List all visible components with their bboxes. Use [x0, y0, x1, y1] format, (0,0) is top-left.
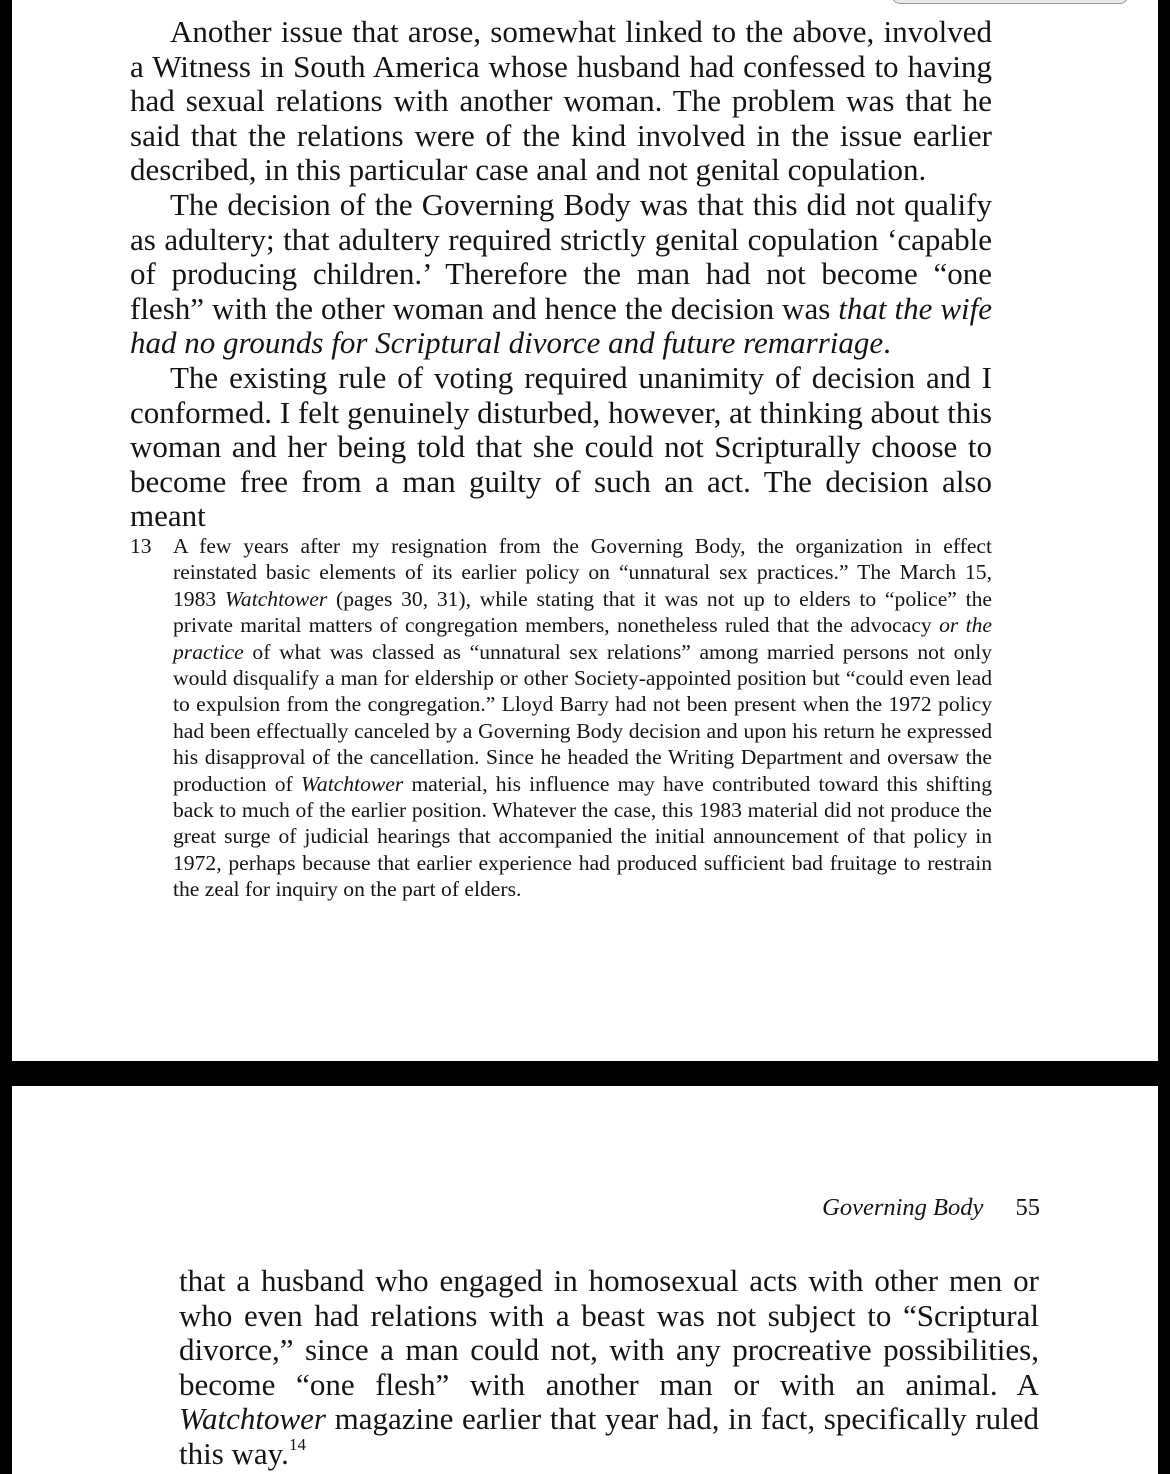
running-head-title: Governing Body — [822, 1194, 984, 1221]
paragraph — [130, 188, 992, 361]
page-number: 55 — [1015, 1194, 1040, 1221]
text-run: A few years after my resignation from the Governing Body, the organization in effect reinstated basic elements of its earlier policy on “unnatural sex practices.” The March 15, 1983 — [173, 534, 992, 611]
text-run: Another issue that arose, somewhat linked to the above, involved a Witness in South America whose husband had confessed to having had sexual relations with another woman. The problem was that he said that the relations were of the kind involved in the issue earlier described, in this particular case anal and not genital copulation. — [130, 14, 992, 188]
italic-text: Watchtower — [224, 586, 328, 611]
paragraph — [130, 15, 992, 188]
footnote-text — [173, 533, 992, 903]
body-text — [130, 15, 992, 534]
italic-text: that the wife had no grounds for Scriptural divorce and future remarriage — [130, 290, 992, 361]
italic-text: Watchtower — [179, 1401, 326, 1437]
text-run: The existing rule of voting required unanimity of decision and I conformed. I felt genuinely disturbed, however, at thinking about this woman and her being told that she could not Scripturally choose to become free from a man guilty of such an act. The decision also meant — [130, 359, 992, 534]
body-text — [179, 1264, 1039, 1472]
paragraph — [179, 1264, 1039, 1472]
text-run: that a husband who engaged in homosexual acts with other men or who even had relations with a beast was not subject to “Scriptural divorce,” since a man could not, with any procreative possibilities, become “one flesh” with another man or with an animal. A — [179, 1263, 1039, 1402]
text-run: . — [883, 325, 891, 361]
footnote-number: 13 — [130, 534, 152, 558]
page-top — [12, 0, 1158, 1061]
text-run: material, his influence may have contributed toward this shifting back to much of the earlier position. Whatever the case, this 1983 material did not produce the great surge of judicial hearings that accompanied the initial announcement of that policy in 1972, perhaps because that earlier experience had produced sufficient bad fruitage to restrain the zeal for inquiry on the part of elders. — [173, 771, 992, 902]
running-head — [822, 1193, 1040, 1223]
text-run: of what was classed as “unnatural sex relations” among married persons not only would disqualify a man for eldership or other Society-appointed position but “could even lead to expulsion from the congregation.” Lloyd Barry had not been present when the 1972 policy had been effectually canceled by a Governing Body decision and upon his return he expressed his disapproval of the cancellation. Since he headed the Writing Department and oversaw the production of — [173, 639, 992, 796]
text-run: (pages 30, 31), while stating that it was not up to elders to “police” the private marital matters of congregation members, nonetheless ruled that the advocacy — [173, 586, 992, 638]
page-bottom — [12, 1086, 1158, 1474]
paragraph — [130, 361, 992, 534]
italic-text: or the practice — [173, 613, 992, 664]
footnote-reference: 14 — [288, 1434, 306, 1454]
footnote — [130, 533, 992, 903]
text-run: The decision of the Governing Body was that this did not qualify as adultery; that adultery required strictly genital copulation ‘capable of producing children.’ Therefore the man had not become “one flesh” with the other woman and hence the decision was — [130, 186, 992, 326]
page-scroll-tab[interactable] — [892, 0, 1128, 4]
text-run: magazine earlier that year had, in fact, specifically ruled this way. — [179, 1401, 1039, 1471]
italic-text: Watchtower — [300, 771, 404, 796]
